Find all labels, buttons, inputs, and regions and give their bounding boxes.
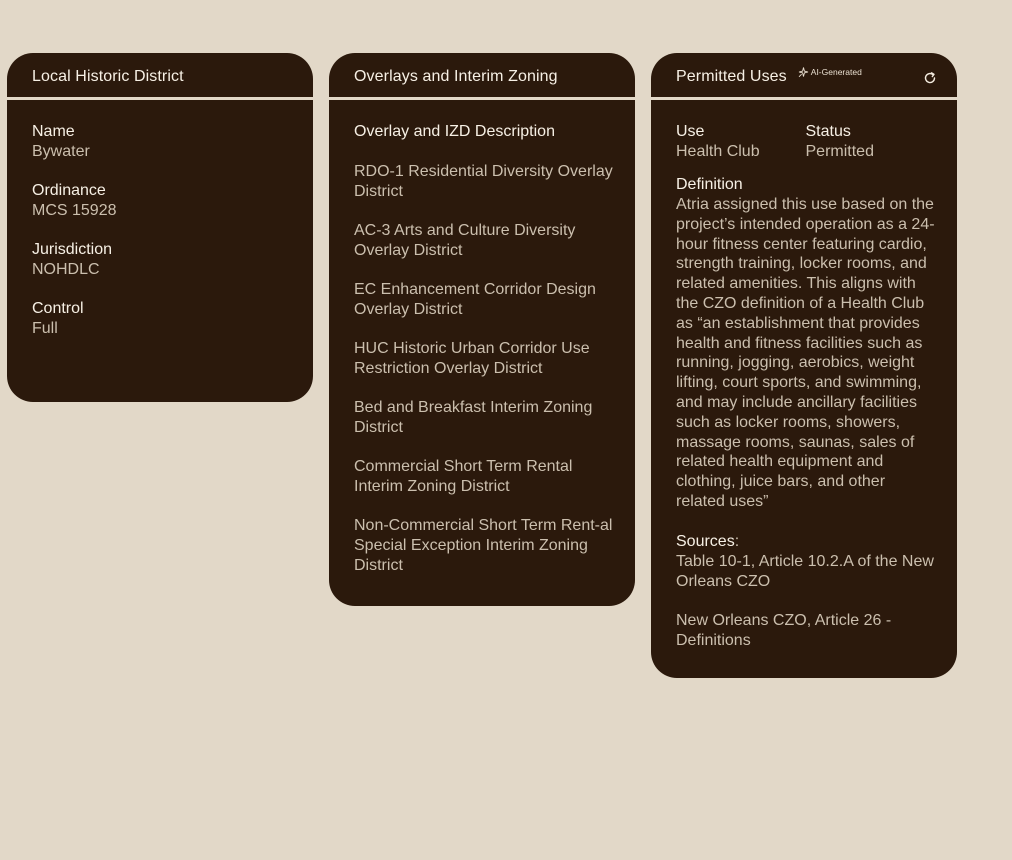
list-item: RDO-1 Residential Diversity Overlay District [354,163,613,200]
field-label: Ordinance [32,182,106,199]
ordinance-field [32,181,291,221]
field-label: Control [32,300,84,317]
use-status-row [676,122,935,162]
field-value: Bywater [32,143,90,160]
list-item: Non-Commercial Short Term Rent-al Special Exception Interim Zoning District [354,517,613,574]
control-field [32,299,291,339]
name-field [32,122,291,162]
permitted-uses-card [651,53,957,678]
source-item: New Orleans CZO, Article 26 - Definitions [676,612,892,650]
list-item: HUC Historic Urban Corridor Use Restriction Overlay District [354,340,590,377]
status-label: Status [805,123,851,140]
field-value: MCS 15928 [32,202,117,219]
card-header [329,53,635,100]
list-item: AC-3 Arts and Culture Diversity Overlay District [354,222,576,259]
definition-text: Atria assigned this use based on the project’s intended operation as a 24-hour fitness center featuring cardio, strength training, locker rooms, and related amenities. This aligns with the CZO definition of a Health Club as “an establishment that provides health and fitness facilities such as running, jogging, aerobics, weight lifting, court sports, and swimming, and may include ancillary facilities such as locker rooms, showers, massage rooms, saunas, sales of related health equipment and clothing, juice bars, and other related uses” [676,196,935,510]
source-item: Table 10-1, Article 10.2.A of the New Orleans CZO [676,552,934,590]
overlay-list-title: Overlay and IZD Description [354,123,555,140]
list-item: Commercial Short Term Rental Interim Zoning District [354,458,573,495]
card-header [651,53,957,100]
status-value: Permitted [805,143,874,160]
field-label: Name [32,123,75,140]
refresh-icon[interactable] [923,71,937,85]
list-item: Bed and Breakfast Interim Zoning District [354,399,593,436]
badge-label: AI-Generated [810,67,862,77]
field-value: Full [32,320,58,337]
use-column [676,122,806,162]
field-label: Jurisdiction [32,241,113,258]
card-body [7,100,313,339]
definition-label: Definition [676,176,743,193]
sparkle-icon [798,67,809,78]
sources-colon: : [734,532,740,550]
card-title: Local Historic District [32,68,184,85]
field-value: NOHDLC [32,261,100,278]
local-historic-district-card [7,53,313,402]
use-label: Use [676,123,705,140]
overlays-card [329,53,635,606]
card-title: Overlays and Interim Zoning [354,68,558,85]
use-value: Health Club [676,143,760,160]
sources-label [676,532,935,552]
jurisdiction-field [32,240,291,280]
status-column [806,122,936,162]
list-item: EC Enhancement Corridor Design Overlay District [354,281,596,318]
card-body [329,100,635,576]
ai-generated-badge [798,67,862,78]
sources-label-text: Sources [676,532,735,550]
card-header [7,53,313,100]
card-title: Permitted Uses [676,68,787,85]
card-body [651,100,957,651]
